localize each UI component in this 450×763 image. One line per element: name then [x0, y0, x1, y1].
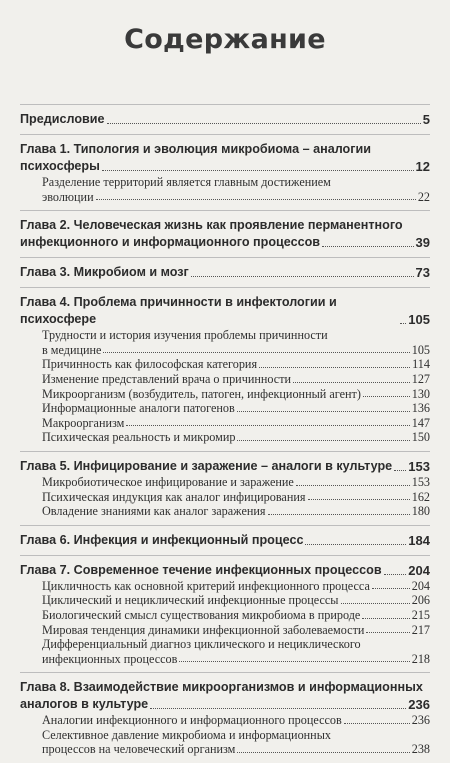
page-number: 22: [417, 189, 430, 204]
page-number: 153: [408, 458, 430, 474]
subsection-title: инфекционных процессов: [42, 651, 178, 666]
toc-subsection: [20, 357, 430, 372]
chapter-title-line: Глава 1. Типология и эволюция микробиома – аналогии: [20, 142, 371, 156]
subsection-row: [20, 579, 430, 594]
subsection-title: Овладение знаниями как аналог заражения: [42, 504, 266, 519]
page-number: 204: [411, 578, 430, 593]
toc-chapter: [20, 264, 430, 281]
dot-leader: [344, 723, 410, 724]
dot-leader: [237, 440, 409, 441]
page-number: 215: [411, 607, 430, 622]
toc-chapter: [20, 679, 430, 757]
page-number: 130: [411, 386, 430, 401]
toc-subsection: [20, 608, 430, 623]
page-number: 136: [411, 401, 430, 416]
dot-leader: [126, 425, 409, 426]
toc-subsection: [20, 593, 430, 608]
dot-leader: [268, 514, 410, 515]
section-divider: [20, 104, 430, 105]
toc-subsection: [20, 328, 430, 357]
chapter-title: аналогов в культуре: [20, 697, 149, 712]
page-title: Содержание: [124, 24, 326, 55]
table-of-contents: [20, 104, 430, 763]
chapter-title: Глава 4. Проблема причинности в инфектологии и психосфере: [20, 295, 337, 327]
chapter-row: [20, 696, 430, 713]
dot-leader: [96, 199, 416, 200]
dot-leader: [305, 544, 406, 545]
subsection-title: Психическая индукция как аналог инфицирования: [42, 489, 306, 504]
chapter-title-line: Глава 2. Человеческая жизнь как проявление перманентного: [20, 218, 403, 233]
toc-subsection: [20, 623, 430, 638]
chapter-row: [20, 562, 430, 579]
dot-leader: [366, 632, 409, 633]
chapter-title: Глава 5. Инфицирование и заражение – аналоги в культуре: [20, 458, 393, 473]
toc-subsection: [20, 637, 430, 666]
dot-leader: [102, 170, 414, 171]
subsection-title: Аналогии инфекционного и информационного процессов: [42, 713, 342, 728]
chapter-title: Предисловие: [20, 112, 105, 126]
subsection-title: в медицине: [42, 342, 102, 357]
subsection-row: [20, 504, 430, 519]
subsection-row: [20, 490, 430, 505]
toc-chapter: [20, 294, 430, 445]
toc-subsection: [20, 490, 430, 505]
chapter-row: [20, 532, 430, 549]
chapter-title: Глава 6. Инфекция и инфекционный процесс: [20, 532, 304, 547]
page-number: 238: [411, 742, 430, 757]
toc-subsection: [20, 504, 430, 519]
toc-subsection: [20, 430, 430, 445]
page-number: 184: [408, 532, 430, 548]
dot-leader: [296, 485, 410, 486]
section-divider: [20, 451, 430, 452]
subsection-row: [20, 387, 430, 402]
page-number: 153: [411, 474, 430, 489]
dot-leader: [341, 603, 410, 604]
dot-leader: [237, 752, 409, 753]
chapter-title: инфекционного и информационного процессов: [20, 235, 321, 250]
toc-chapter: [20, 111, 430, 128]
dot-leader: [107, 123, 421, 124]
toc-subsection: [20, 175, 430, 204]
dot-leader: [293, 382, 410, 383]
chapter-title: психосферы: [20, 159, 100, 173]
dot-leader: [362, 618, 409, 619]
toc-subsection: [20, 416, 430, 431]
subsection-title: эволюции: [42, 189, 94, 204]
page-number: 105: [411, 342, 430, 357]
subsection-title: Микроорганизм (возбудитель, патоген, инфекционный агент): [42, 386, 361, 401]
page-number: 204: [408, 562, 430, 578]
dot-leader: [363, 396, 410, 397]
subsection-row: [20, 343, 430, 358]
page-number: 5: [422, 112, 430, 127]
subsection-title: Микробиотическое инфицирование и заражение: [42, 474, 294, 489]
chapter-row: [20, 264, 430, 281]
page-number: 236: [408, 697, 430, 713]
section-divider: [20, 525, 430, 526]
toc-subsection: [20, 579, 430, 594]
dot-leader: [384, 574, 407, 575]
subsection-title: Циклический и нециклический инфекционные процессы: [42, 593, 339, 608]
section-divider: [20, 210, 430, 211]
page-number: 127: [411, 371, 430, 386]
dot-leader: [179, 661, 409, 662]
toc-subsection: [20, 372, 430, 387]
subsection-title: Мировая тенденция динамики инфекционной заболеваемости: [42, 622, 365, 637]
subsection-title: Биологический смысл существования микробиома в природе: [42, 607, 361, 622]
chapter-row: [20, 158, 430, 175]
chapter-row: [20, 458, 430, 475]
section-divider: [20, 287, 430, 288]
subsection-row: [20, 713, 430, 728]
dot-leader: [400, 323, 406, 324]
subsection-row: [20, 190, 430, 205]
toc-chapter: [20, 532, 430, 549]
page-number: 206: [411, 593, 430, 608]
page-number: 217: [411, 622, 430, 637]
toc-subsection: [20, 401, 430, 416]
subsection-row: [20, 401, 430, 416]
section-divider: [20, 257, 430, 258]
page-number: 147: [411, 415, 430, 430]
dot-leader: [191, 276, 414, 277]
toc-subsection: [20, 475, 430, 490]
subsection-title: Цикличность как основной критерий инфекционного процесса: [42, 578, 370, 593]
subsection-row: [20, 652, 430, 667]
subsection-row: [20, 430, 430, 445]
dot-leader: [259, 367, 410, 368]
subsection-row: [20, 372, 430, 387]
dot-leader: [394, 470, 406, 471]
subsection-row: [20, 416, 430, 431]
subsection-title: Причинность как философская категория: [42, 357, 258, 372]
subsection-title-line: Дифференциальный диагноз циклического и нециклического: [42, 637, 361, 652]
toc-subsection: [20, 713, 430, 728]
dot-leader: [308, 499, 410, 500]
chapter-title: Глава 7. Современное течение инфекционных процессов: [20, 562, 382, 577]
section-divider: [20, 672, 430, 673]
dot-leader: [372, 588, 410, 589]
subsection-title: Психическая реальность и микромир: [42, 430, 236, 445]
dot-leader: [103, 352, 409, 353]
dot-leader: [237, 411, 410, 412]
subsection-title-line: Трудности и история изучения проблемы причинности: [42, 328, 328, 343]
chapter-title-line: Глава 8. Взаимодействие микроорганизмов и информационных: [20, 680, 423, 695]
toc-chapter: [20, 141, 430, 204]
subsection-row: [20, 623, 430, 638]
dot-leader: [322, 246, 413, 247]
subsection-row: [20, 475, 430, 490]
subsection-title: Информационные аналоги патогенов: [42, 401, 235, 416]
subsection-row: [20, 608, 430, 623]
toc-subsection: [20, 728, 430, 757]
subsection-row: [20, 742, 430, 757]
chapter-row: [20, 294, 430, 328]
subsection-title: Изменение представлений врача о причинности: [42, 371, 292, 386]
page-number: 73: [415, 265, 430, 281]
subsection-title: Макроорганизм: [42, 415, 125, 430]
toc-chapter: [20, 217, 430, 251]
subsection-title-line: Разделение территорий является главным достижением: [42, 175, 331, 189]
section-divider: [20, 134, 430, 135]
subsection-row: [20, 357, 430, 372]
page-number: 105: [408, 312, 430, 328]
subsection-title: процессов на человеческий организм: [42, 742, 236, 757]
page-number: 150: [411, 430, 430, 445]
page-number: 39: [415, 235, 430, 251]
toc-chapter: [20, 458, 430, 519]
dot-leader: [150, 708, 406, 709]
toc-subsection: [20, 387, 430, 402]
chapter-row: [20, 111, 430, 128]
chapter-title: Глава 3. Микробиом и мозг: [20, 265, 189, 280]
page-number: 236: [411, 713, 430, 728]
section-divider: [20, 555, 430, 556]
page-number: 114: [412, 357, 430, 372]
subsection-row: [20, 593, 430, 608]
chapter-row: [20, 234, 430, 251]
page-number: 12: [415, 159, 430, 174]
toc-chapter: [20, 562, 430, 667]
page-number: 180: [411, 504, 430, 519]
page-number: 162: [411, 489, 430, 504]
page-number: 218: [411, 651, 430, 666]
subsection-title-line: Селективное давление микробиома и информационных: [42, 727, 331, 742]
